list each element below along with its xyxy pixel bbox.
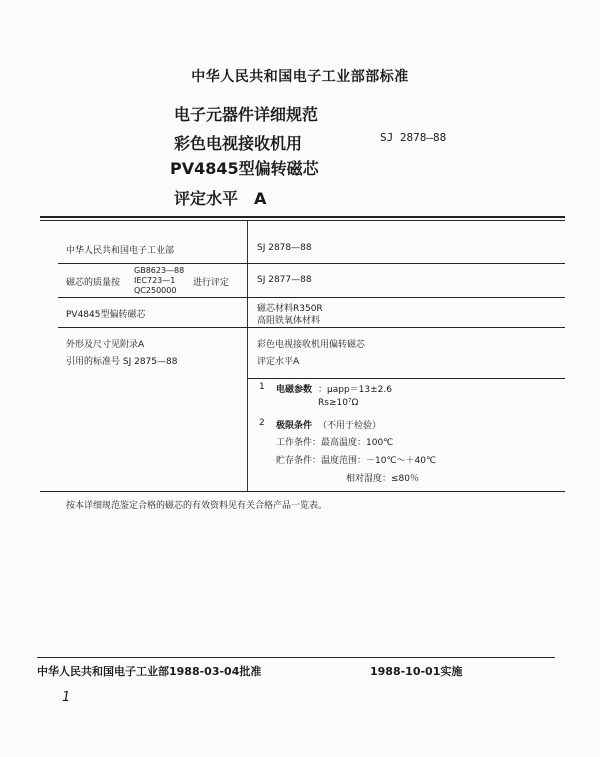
electromagnetic-params-label: 电磁参数 xyxy=(276,385,313,395)
outline-reference: 外形及尺寸见附录A xyxy=(66,340,145,350)
approval-date: 中华人民共和国电子工业部1988-03-04批准 xyxy=(37,665,262,678)
page-mark: 1 xyxy=(62,690,71,705)
title-line-2: 彩色电视接收机用 xyxy=(174,134,303,153)
generic-spec-cell: SJ 2877—88 xyxy=(257,275,312,285)
assessment-level-cell: 评定水平A xyxy=(257,357,300,367)
spec-number-1: 1 xyxy=(259,382,265,392)
application-cell: 彩色电视接收机用偏转磁芯 xyxy=(257,340,366,350)
product-name-cell: PV4845型偏转磁芯 xyxy=(66,310,146,320)
row-rule xyxy=(58,263,565,264)
table-top-rule xyxy=(40,216,565,218)
limit-conditions-note: （不用于检验） xyxy=(318,421,382,431)
standard-ref-1: GB8623—88 xyxy=(134,266,185,275)
limit-conditions-label: 极限条件 xyxy=(276,421,313,431)
resistivity-value: Rs≥10⁷Ω xyxy=(318,398,359,408)
row-rule xyxy=(58,327,565,328)
material-cell: 磁芯材料R350R xyxy=(257,304,323,314)
table-top-inner-rule xyxy=(40,220,565,221)
qualified-products-note: 按本详细规范鉴定合格的磁芯的有效资料见有关合格产品一览表。 xyxy=(66,501,328,511)
row-rule xyxy=(248,378,565,379)
standard-number-cell: SJ 2878—88 xyxy=(257,243,312,253)
ministry-cell: 中华人民共和国电子工业部 xyxy=(66,246,175,256)
table-bottom-rule xyxy=(40,491,565,492)
working-conditions: 工作条件：最高温度：100℃ xyxy=(276,438,394,448)
footer-rule xyxy=(37,657,555,658)
table-divider xyxy=(247,221,248,491)
quality-assessment-label: 磁芯的质量按 xyxy=(66,278,121,288)
ministry-standard-header: 中华人民共和国电子工业部部标准 xyxy=(191,69,409,85)
relative-humidity: 相对湿度：≤80％ xyxy=(346,474,419,484)
standard-ref-2: IEC723—1 xyxy=(134,276,176,285)
title-line-4: 评定水平 A xyxy=(174,189,267,208)
standard-ref-3: QC250000 xyxy=(134,286,177,295)
assessment-suffix: 进行评定 xyxy=(193,278,230,288)
effective-date: 1988-10-01实施 xyxy=(370,665,463,678)
permeability-value: ：μapp＝13±2.6 xyxy=(318,385,392,395)
row-rule xyxy=(58,297,565,298)
standard-code: SJ 2878—88 xyxy=(380,131,447,144)
spec-number-2: 2 xyxy=(259,418,265,428)
material-type-cell: 高阻铁氧体材料 xyxy=(257,316,321,326)
storage-conditions: 贮存条件：温度范围：－10℃～＋40℃ xyxy=(276,456,437,466)
title-line-3: PV4845型偏转磁芯 xyxy=(170,159,319,178)
title-line-1: 电子元器件详细规范 xyxy=(174,105,319,124)
referenced-standard: 引用的标准号 SJ 2875—88 xyxy=(66,357,178,367)
